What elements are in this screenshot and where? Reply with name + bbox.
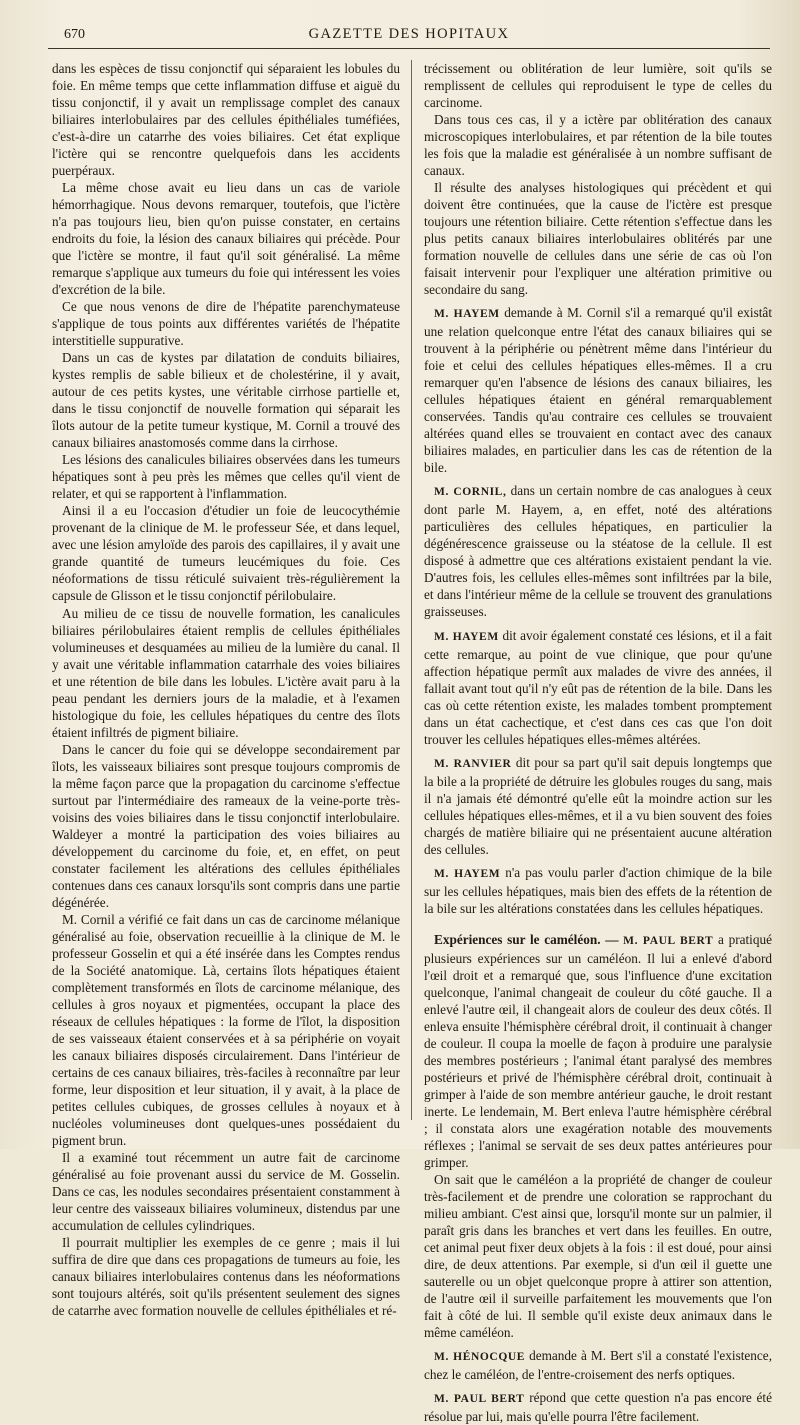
left-column bbox=[52, 60, 400, 1319]
paragraph: Il résulte des analyses histologiques qui précèdent et qui doivent être continuées, que la cause de l'ictère est presque toujours une rétention biliaire. Cette rétention s'effectue dans les plus petits canaux biliaires interlobulaires oblitérés par une formation nouvelle de cellules dans une série de cas où l'on faisait intervenir pour l'expliquer une altération primitive ou secondaire du sang. bbox=[424, 180, 772, 298]
paragraph bbox=[424, 864, 772, 917]
paragraph: Dans un cas de kystes par dilatation de conduits biliaires, kystes remplis de sable bilieux et de cholestérine, il y avait, autour de ces petits kystes, une véritable cirrhose partielle et, dans le tissu conjonctif de nouvelle formation qui séparait les îlots autour de la petite tumeur kystique, M. Cornil a trouvé des canaux biliaires anastomosés comme dans la cirrhose. bbox=[52, 350, 400, 451]
paragraph-text: n'a pas voulu parler d'action chimique de la bile sur les cellules hépatiques, mais bien des effets de la rétention de la bile sur les altérations constatées dans les cellules hépatiques. bbox=[424, 864, 772, 916]
speaker-name: M. HAYEM bbox=[434, 308, 500, 321]
paragraph: Il pourrait multiplier les exemples de ce genre ; mais il lui suffira de dire que dans ces propagations de tumeurs au foie, les canaux biliaires interlobulaires contenus dans les néoformations sont toujours altérés, soit qu'ils présentent seulement des signes de catarrhe avec formation nouvelle de cellules épithéliales et ré- bbox=[52, 1235, 400, 1319]
paragraph bbox=[424, 482, 772, 620]
section-heading: Expériences sur le caméléon. — bbox=[434, 931, 619, 947]
paragraph bbox=[424, 1389, 772, 1425]
paragraph bbox=[424, 1347, 772, 1383]
paragraph-text: répond que cette question n'a pas encore été résolue par lui, mais qu'elle pourra l'être facilement. bbox=[424, 1390, 772, 1425]
paragraph-text: a pratiqué plusieurs expériences sur un caméléon. Il lui a enlevé d'abord l'œil droit et a remarqué que, sous l'influence d'une excitation quelconque, l'animal changeait de couleur du côté gauche. Il a enlevé l'autre œil, il changeait alors de couleur des deux côtés. Il enleva ensuite l'hémisphère cérébral droit, il continuait à changer de couleur. Il coupa la moelle de façon à produire une paralysie des membres postérieurs ; l'animal étant paralysé des membres postérieurs et privé de l'hémisphère cérébral droit, continuait à grimper à l'aide de son membre antérieur gauche, le droit restant inerte. Le lendemain, M. Bert enleva l'autre hémisphère cérébral ; il constata alors une exagération notable des mouvements réflexes ; l'animal se servait de ses deux pattes antérieures pour grimper. bbox=[424, 931, 772, 1170]
paragraph bbox=[424, 754, 772, 858]
paragraph-text: demande à M. Cornil s'il a remarqué qu'il existât une relation quelconque entre l'état des canaux biliaires qui se trouvent à la périphérie ou pénètrent même dans l'intérieur du foie et celui des cellules hépatiques elles-mêmes. Il a cru remarquer qu'en l'absence de lésions des canaux biliaires, les cellules hépatiques étaient en général remarquablement conservées. Tandis qu'au contraire ces cellules se trouvaient altérées quand elles se trouvaient en contact avec des canaux biliaires malades, en particulier dans les cas de rétention de la bile. bbox=[424, 305, 772, 476]
paragraph-text: demande à M. Bert s'il a constaté l'existence, chez le caméléon, de l'entre-croisement des nerfs optiques. bbox=[424, 1348, 773, 1383]
paragraph: Il a examiné tout récemment un autre fait de carcinome généralisé au foie provenant aussi du service de M. Gosselin. Dans ce cas, les nodules secondaires présentaient constamment à leur centre des vaisseaux biliaires volumineux, distendus par une accumulation de cellules cylindriques. bbox=[52, 1150, 400, 1234]
paragraph: trécissement ou oblitération de leur lumière, soit qu'ils se remplissent de cellules qui reproduisent le type de celles du carcinome. bbox=[424, 61, 772, 111]
paragraph: Ainsi il a eu l'occasion d'étudier un foie de leucocythémie provenant de la clinique de M. le professeur Sée, et dans lequel, avec une lésion amyloïde des parois des capillaires, il y avait une grande quantité de tumeurs leucémiques du foie. Ces néoformations de tissu réticulé suivaient très-régulièrement la capsule de Glisson et le tissu conjonctif périlobulaire. bbox=[52, 503, 400, 604]
paragraph: Dans le cancer du foie qui se développe secondairement par îlots, les vaisseaux biliaires sont presque toujours compromis de la même façon parce que la propagation du carcinome s'effectue surtout par l'intermédiaire des rameaux de la veine-porte très-voisins des voies biliaires dans le tissu conjonctif interlobulaire. Waldeyer a montré la participation des voies biliaires au développement du carcinome du foie, et, en effet, on peut constater facilement les altérations des cellules épithéliales contenues dans ces canaux lorsqu'ils sont compris dans une partie dégénérée. bbox=[52, 741, 400, 910]
article-columns bbox=[52, 60, 788, 1425]
paragraph: Au milieu de ce tissu de nouvelle formation, les canalicules biliaires périlobulaires étaient remplis de cellules épithéliales volumineuses et desquamées au milieu de la lumière du canal. Il y avait une véritable inflammation catarrhale des voies biliaires et une rétention de bile dans les lobules. L'ictère avait paru à la peau pendant les derniers jours de la maladie, et à l'examen histologique du foie, les cellules hépatiques du centre des îlots étaient infiltrés de pigment biliaire. bbox=[52, 605, 400, 740]
paragraph: Ce que nous venons de dire de l'hépatite parenchymateuse s'applique de tous points aux différentes variétés de l'hépatite interstitielle suppurative. bbox=[52, 299, 400, 349]
paragraph: dans les espèces de tissu conjonctif qui séparaient les lobules du foie. En même temps que cette inflammation diffuse et aiguë du tissu conjonctif, il y avait un remplissage complet des canaux biliaires interlobulaires par des cellules épithéliales tuméfiées, c'est-à-dire un catarrhe des voies biliaires. Cet état explique l'ictère qui se rencontre quelquefois dans les accidents puerpéraux. bbox=[52, 61, 400, 179]
speaker-name: M. HÉNOCQUE bbox=[434, 1351, 526, 1364]
page-header bbox=[48, 22, 770, 49]
paragraph bbox=[424, 304, 772, 476]
speaker-name: M. PAUL BERT bbox=[434, 1393, 525, 1406]
paragraph: Les lésions des canalicules biliaires observées dans les tumeurs hépatiques sont à peu près les mêmes que celles qu'il vient de relater, et qui se rapportent à l'inflammation. bbox=[52, 452, 400, 502]
paragraph-text: dit pour sa part qu'il sait depuis longtemps que la bile a la propriété de détruire les globules rouges du sang, mais il n'a jamais été démontré qu'elle eût la moindre action sur les cellules hépatiques elles-mêmes, et il a vu bien souvent des foies chargés de matière biliaire qui ne présentaient aucune altération des cellules. bbox=[424, 754, 772, 857]
page-number: 670 bbox=[64, 27, 85, 42]
paragraph: Dans tous ces cas, il y a ictère par oblitération des canaux microscopiques interlobulaires, et par rétention de la bile toutes les fois que la maladie est généralisée à un nombre suffisant de canaux. bbox=[424, 112, 772, 179]
paragraph: M. Cornil a vérifié ce fait dans un cas de carcinome mélanique généralisé au foie, observation recueillie à la clinique de M. le professeur Gosselin et qui a été insérée dans les Comptes rendus de la Société anatomique. Là, certains îlots hépatiques étaient complètement transformés en îlots de carcinome mélanique, des cellules à gros noyaux et pigmentées, occupant la place des réseaux de cellules hépatiques : la forme de l'îlot, la disposition de ses vaisseaux étaient conservées et à sa périphérie on voyait les canaux biliaires disposés circulairement. Dans l'intérieur de certains de ces canaux biliaires, très-faciles à reconnaître par leur forme, leur disposition et leur situation, il y avait, à la place de petites cellules cubiques, de grosses cellules à noyaux et à nucléoles volumineuses dont quelques-unes possédaient du pigment brun. bbox=[52, 911, 400, 1148]
speaker-name: M. HAYEM bbox=[434, 867, 501, 880]
right-column bbox=[424, 60, 773, 1425]
paragraph-text: dit avoir également constaté ces lésions, et il a fait cette remarque, au point de vue clinique, que pour qu'une affection hépatique permît aux malades de vivre des années, il fallait avant tout qu'il n'y eût pas de rétention de la bile. Dans les cas où cette rétention existe, les malades tombent promptement dans un état cachectique, et c'est dans ces cas que l'on doit trouver les cellules hépatiques elles-mêmes altérées. bbox=[424, 627, 772, 747]
paragraph bbox=[424, 931, 772, 1171]
column-divider bbox=[411, 60, 412, 1120]
speaker-name: M. HAYEM bbox=[434, 630, 499, 643]
paragraph: La même chose avait eu lieu dans un cas de variole hémorrhagique. Nous devons remarquer, toutefois, que l'ictère n'a pas toujours lieu, bien qu'on puisse constater, en certains endroits du foie, la lésion des canaux biliaires qui précède. Pour que l'ictère se montre, il faut qu'il soit généralisé. La même remarque s'applique aux tumeurs du foie qui intéressent les voies d'excrétion de la bile. bbox=[52, 180, 400, 298]
paragraph bbox=[424, 627, 772, 748]
speaker-name: M. CORNIL, bbox=[434, 486, 507, 499]
journal-title: GAZETTE DES HOPITAUX bbox=[308, 26, 510, 42]
speaker-name: M. RANVIER bbox=[434, 757, 512, 770]
paragraph-text: dans un certain nombre de cas analogues à ceux dont parle M. Hayem, a, en effet, noté des altérations particulières des cellules hépatiques, en particulier la dégénérescence graisseuse ou la stéatose de la cellule. Il est disposé à admettre que ces altérations existaient pendant la vie. D'autres fois, les cellules elles-mêmes sont infiltrées par la bile, et dans l'intérieur même de la cellule se trouvent des granulations graisseuses. bbox=[424, 483, 772, 620]
paragraph: On sait que le caméléon a la propriété de changer de couleur très-facilement et de prendre une coloration se rapprochant du milieu ambiant. C'est ainsi que, lorsqu'il monte sur un palmier, il paraît gris dans les branches et vert dans les feuilles. En outre, cet animal peut fixer deux objets à la fois : il est doué, pour ainsi dire, de deux attentions. Par exemple, si d'un œil il guette une sauterelle ou un objet quelconque propre à attirer son attention, de l'autre œil il surveille parfaitement les mouvements que l'on fait à côté de lui. Il semble qu'il existe deux animaux dans le même caméléon. bbox=[424, 1171, 772, 1341]
speaker-name: M. PAUL BERT bbox=[623, 934, 714, 947]
